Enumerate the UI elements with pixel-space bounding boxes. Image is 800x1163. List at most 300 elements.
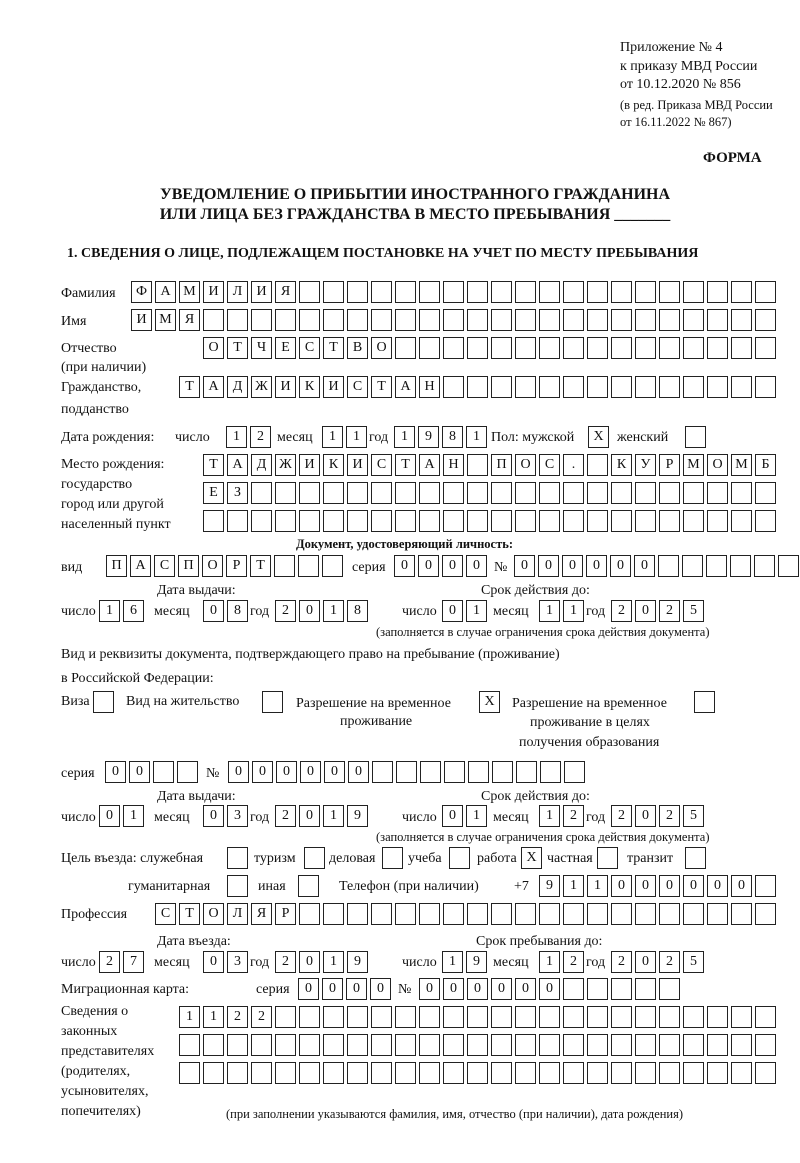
char-cell[interactable] [778, 555, 799, 577]
stay-issue-year-field[interactable] [275, 805, 371, 827]
char-cell[interactable] [491, 376, 512, 398]
char-cell[interactable] [587, 903, 608, 925]
char-cell[interactable]: 1 [323, 951, 344, 973]
char-cell[interactable] [443, 1034, 464, 1056]
char-cell[interactable] [515, 1034, 536, 1056]
char-cell[interactable]: 2 [99, 951, 120, 973]
char-cell[interactable]: 0 [203, 805, 224, 827]
char-cell[interactable] [262, 691, 283, 713]
char-cell[interactable] [515, 376, 536, 398]
char-cell[interactable]: И [131, 309, 152, 331]
char-cell[interactable] [491, 337, 512, 359]
char-cell[interactable]: 0 [348, 761, 369, 783]
char-cell[interactable]: 1 [466, 805, 487, 827]
char-cell[interactable]: 6 [123, 600, 144, 622]
purpose-work-checkbox[interactable] [521, 847, 545, 869]
char-cell[interactable]: 0 [610, 555, 631, 577]
char-cell[interactable] [683, 309, 704, 331]
char-cell[interactable]: Д [251, 454, 272, 476]
char-cell[interactable] [659, 281, 680, 303]
char-cell[interactable] [395, 1034, 416, 1056]
char-cell[interactable]: 0 [324, 761, 345, 783]
char-cell[interactable]: О [371, 337, 392, 359]
char-cell[interactable]: О [203, 337, 224, 359]
char-cell[interactable]: С [154, 555, 175, 577]
char-cell[interactable]: М [683, 454, 704, 476]
char-cell[interactable] [251, 482, 272, 504]
char-cell[interactable] [491, 482, 512, 504]
char-cell[interactable] [251, 1034, 272, 1056]
sex-female-checkbox[interactable] [685, 426, 709, 448]
char-cell[interactable] [587, 454, 608, 476]
char-cell[interactable] [467, 454, 488, 476]
visa-checkbox[interactable] [93, 691, 117, 713]
char-cell[interactable]: И [203, 281, 224, 303]
char-cell[interactable]: 3 [227, 805, 248, 827]
char-cell[interactable] [420, 761, 441, 783]
char-cell[interactable]: 0 [252, 761, 273, 783]
char-cell[interactable]: К [611, 454, 632, 476]
char-cell[interactable] [395, 1006, 416, 1028]
char-cell[interactable] [707, 337, 728, 359]
birthplace-field[interactable] [203, 454, 779, 476]
char-cell[interactable]: С [155, 903, 176, 925]
char-cell[interactable]: И [347, 454, 368, 476]
char-cell[interactable]: 1 [322, 426, 343, 448]
char-cell[interactable]: 0 [129, 761, 150, 783]
char-cell[interactable] [635, 1006, 656, 1028]
char-cell[interactable] [467, 482, 488, 504]
dob-month-field[interactable] [322, 426, 370, 448]
char-cell[interactable] [491, 1006, 512, 1028]
char-cell[interactable] [694, 691, 715, 713]
char-cell[interactable] [587, 510, 608, 532]
char-cell[interactable] [467, 1062, 488, 1084]
char-cell[interactable]: 2 [227, 1006, 248, 1028]
char-cell[interactable]: О [707, 454, 728, 476]
char-cell[interactable] [755, 281, 776, 303]
char-cell[interactable] [658, 555, 679, 577]
char-cell[interactable] [659, 1034, 680, 1056]
char-cell[interactable] [395, 1062, 416, 1084]
char-cell[interactable] [323, 1006, 344, 1028]
char-cell[interactable]: . [563, 454, 584, 476]
char-cell[interactable] [635, 1062, 656, 1084]
char-cell[interactable] [731, 337, 752, 359]
char-cell[interactable]: И [251, 281, 272, 303]
stay-issue-month-field[interactable] [203, 805, 251, 827]
char-cell[interactable] [491, 309, 512, 331]
char-cell[interactable]: 0 [298, 978, 319, 1000]
char-cell[interactable]: Т [250, 555, 271, 577]
char-cell[interactable]: О [202, 555, 223, 577]
char-cell[interactable]: 1 [563, 600, 584, 622]
char-cell[interactable]: 2 [611, 951, 632, 973]
char-cell[interactable] [659, 482, 680, 504]
char-cell[interactable]: 1 [442, 951, 463, 973]
char-cell[interactable]: 5 [683, 600, 704, 622]
id-valid-year-field[interactable] [611, 600, 707, 622]
char-cell[interactable] [731, 482, 752, 504]
char-cell[interactable] [731, 309, 752, 331]
char-cell[interactable]: 1 [539, 951, 560, 973]
char-cell[interactable] [419, 1034, 440, 1056]
id-valid-month-field[interactable] [539, 600, 587, 622]
char-cell[interactable] [371, 1062, 392, 1084]
char-cell[interactable] [539, 903, 560, 925]
char-cell[interactable]: Т [179, 376, 200, 398]
name-field[interactable] [131, 309, 779, 331]
char-cell[interactable]: 0 [611, 875, 632, 897]
char-cell[interactable] [731, 1062, 752, 1084]
char-cell[interactable] [611, 482, 632, 504]
char-cell[interactable] [443, 376, 464, 398]
char-cell[interactable]: С [371, 454, 392, 476]
char-cell[interactable] [275, 510, 296, 532]
char-cell[interactable] [731, 1034, 752, 1056]
temporary-residence-education-checkbox[interactable] [694, 691, 718, 713]
id-series-field[interactable] [394, 555, 490, 577]
char-cell[interactable]: Ч [251, 337, 272, 359]
char-cell[interactable]: К [323, 454, 344, 476]
char-cell[interactable] [227, 847, 248, 869]
char-cell[interactable] [275, 1006, 296, 1028]
char-cell[interactable]: 1 [539, 805, 560, 827]
char-cell[interactable] [683, 337, 704, 359]
char-cell[interactable] [443, 309, 464, 331]
stay-valid-year-field[interactable] [611, 805, 707, 827]
surname-field[interactable] [131, 281, 779, 303]
char-cell[interactable]: Т [395, 454, 416, 476]
char-cell[interactable] [467, 903, 488, 925]
char-cell[interactable] [755, 875, 776, 897]
char-cell[interactable] [563, 1006, 584, 1028]
char-cell[interactable] [444, 761, 465, 783]
char-cell[interactable] [731, 281, 752, 303]
char-cell[interactable]: К [299, 376, 320, 398]
char-cell[interactable]: 0 [442, 805, 463, 827]
char-cell[interactable]: 2 [659, 805, 680, 827]
char-cell[interactable] [347, 510, 368, 532]
char-cell[interactable] [395, 903, 416, 925]
char-cell[interactable] [449, 847, 470, 869]
char-cell[interactable] [755, 337, 776, 359]
char-cell[interactable] [304, 847, 325, 869]
char-cell[interactable] [299, 309, 320, 331]
residence-permit-checkbox[interactable] [262, 691, 286, 713]
char-cell[interactable]: П [178, 555, 199, 577]
char-cell[interactable] [659, 1006, 680, 1028]
char-cell[interactable] [347, 309, 368, 331]
char-cell[interactable] [731, 1006, 752, 1028]
char-cell[interactable] [635, 309, 656, 331]
char-cell[interactable] [755, 510, 776, 532]
char-cell[interactable] [299, 510, 320, 532]
char-cell[interactable] [371, 281, 392, 303]
char-cell[interactable]: 0 [491, 978, 512, 1000]
char-cell[interactable]: И [299, 454, 320, 476]
char-cell[interactable] [153, 761, 174, 783]
char-cell[interactable] [659, 978, 680, 1000]
char-cell[interactable] [563, 510, 584, 532]
char-cell[interactable]: 0 [419, 978, 440, 1000]
char-cell[interactable] [227, 1034, 248, 1056]
char-cell[interactable] [467, 1034, 488, 1056]
char-cell[interactable] [707, 376, 728, 398]
char-cell[interactable] [587, 1034, 608, 1056]
char-cell[interactable]: 8 [347, 600, 368, 622]
char-cell[interactable] [635, 978, 656, 1000]
char-cell[interactable] [491, 1062, 512, 1084]
char-cell[interactable]: 0 [467, 978, 488, 1000]
char-cell[interactable] [611, 337, 632, 359]
char-cell[interactable]: Л [227, 281, 248, 303]
char-cell[interactable]: 0 [635, 951, 656, 973]
char-cell[interactable]: А [203, 376, 224, 398]
until-year-field[interactable] [611, 951, 707, 973]
char-cell[interactable] [587, 978, 608, 1000]
char-cell[interactable]: 2 [563, 805, 584, 827]
char-cell[interactable] [707, 1006, 728, 1028]
stay-doc-series-field[interactable] [105, 761, 201, 783]
char-cell[interactable] [707, 1034, 728, 1056]
char-cell[interactable]: М [155, 309, 176, 331]
char-cell[interactable] [516, 761, 537, 783]
char-cell[interactable] [275, 1034, 296, 1056]
char-cell[interactable]: 9 [539, 875, 560, 897]
char-cell[interactable] [322, 555, 343, 577]
char-cell[interactable]: 0 [418, 555, 439, 577]
char-cell[interactable] [515, 482, 536, 504]
char-cell[interactable] [203, 1034, 224, 1056]
char-cell[interactable]: 0 [539, 978, 560, 1000]
char-cell[interactable]: Т [203, 454, 224, 476]
char-cell[interactable] [203, 309, 224, 331]
char-cell[interactable] [563, 1062, 584, 1084]
char-cell[interactable] [227, 309, 248, 331]
char-cell[interactable]: 2 [275, 805, 296, 827]
char-cell[interactable]: 2 [611, 600, 632, 622]
char-cell[interactable]: Ж [275, 454, 296, 476]
stay-valid-month-field[interactable] [539, 805, 587, 827]
char-cell[interactable] [299, 1006, 320, 1028]
char-cell[interactable]: 0 [299, 600, 320, 622]
char-cell[interactable]: 1 [179, 1006, 200, 1028]
char-cell[interactable] [395, 281, 416, 303]
char-cell[interactable] [635, 376, 656, 398]
char-cell[interactable]: 7 [123, 951, 144, 973]
char-cell[interactable] [251, 510, 272, 532]
char-cell[interactable]: 9 [418, 426, 439, 448]
char-cell[interactable]: З [227, 482, 248, 504]
char-cell[interactable] [299, 281, 320, 303]
char-cell[interactable]: 8 [442, 426, 463, 448]
stay-doc-number-field[interactable] [228, 761, 588, 783]
char-cell[interactable] [419, 337, 440, 359]
purpose-tourism-checkbox[interactable] [304, 847, 328, 869]
char-cell[interactable] [635, 482, 656, 504]
char-cell[interactable]: Е [203, 482, 224, 504]
purpose-humanitarian-checkbox[interactable] [227, 875, 251, 897]
char-cell[interactable]: О [203, 903, 224, 925]
char-cell[interactable]: А [227, 454, 248, 476]
char-cell[interactable]: Р [275, 903, 296, 925]
char-cell[interactable] [419, 510, 440, 532]
char-cell[interactable] [443, 281, 464, 303]
char-cell[interactable]: 0 [443, 978, 464, 1000]
char-cell[interactable] [227, 510, 248, 532]
char-cell[interactable] [299, 1034, 320, 1056]
char-cell[interactable]: 1 [394, 426, 415, 448]
char-cell[interactable] [492, 761, 513, 783]
char-cell[interactable] [419, 903, 440, 925]
char-cell[interactable]: 0 [442, 555, 463, 577]
char-cell[interactable] [611, 281, 632, 303]
char-cell[interactable] [323, 482, 344, 504]
char-cell[interactable]: 9 [347, 805, 368, 827]
char-cell[interactable] [635, 281, 656, 303]
char-cell[interactable] [443, 903, 464, 925]
char-cell[interactable] [587, 1062, 608, 1084]
char-cell[interactable] [611, 1062, 632, 1084]
char-cell[interactable] [659, 903, 680, 925]
char-cell[interactable]: У [635, 454, 656, 476]
char-cell[interactable]: 0 [228, 761, 249, 783]
char-cell[interactable] [491, 281, 512, 303]
char-cell[interactable]: 1 [226, 426, 247, 448]
char-cell[interactable]: М [731, 454, 752, 476]
char-cell[interactable] [443, 1062, 464, 1084]
id-valid-day-field[interactable] [442, 600, 490, 622]
char-cell[interactable] [251, 309, 272, 331]
char-cell[interactable] [515, 337, 536, 359]
char-cell[interactable]: 0 [586, 555, 607, 577]
stay-valid-day-field[interactable] [442, 805, 490, 827]
char-cell[interactable]: 3 [227, 951, 248, 973]
char-cell[interactable] [467, 376, 488, 398]
char-cell[interactable]: 0 [659, 875, 680, 897]
char-cell[interactable] [371, 1034, 392, 1056]
char-cell[interactable] [251, 1062, 272, 1084]
char-cell[interactable]: М [179, 281, 200, 303]
char-cell[interactable] [635, 510, 656, 532]
char-cell[interactable] [707, 281, 728, 303]
char-cell[interactable] [682, 555, 703, 577]
char-cell[interactable] [467, 337, 488, 359]
char-cell[interactable] [395, 482, 416, 504]
char-cell[interactable]: 9 [466, 951, 487, 973]
char-cell[interactable] [323, 309, 344, 331]
char-cell[interactable] [539, 309, 560, 331]
char-cell[interactable] [323, 281, 344, 303]
char-cell[interactable] [563, 309, 584, 331]
char-cell[interactable]: А [130, 555, 151, 577]
char-cell[interactable] [587, 482, 608, 504]
char-cell[interactable] [707, 903, 728, 925]
char-cell[interactable] [299, 1062, 320, 1084]
char-cell[interactable] [683, 903, 704, 925]
purpose-private-checkbox[interactable] [597, 847, 621, 869]
char-cell[interactable]: 5 [683, 951, 704, 973]
char-cell[interactable] [731, 903, 752, 925]
char-cell[interactable] [611, 376, 632, 398]
char-cell[interactable] [563, 376, 584, 398]
char-cell[interactable] [611, 903, 632, 925]
stay-issue-day-field[interactable] [99, 805, 147, 827]
char-cell[interactable] [299, 903, 320, 925]
char-cell[interactable] [635, 903, 656, 925]
char-cell[interactable]: 1 [123, 805, 144, 827]
char-cell[interactable] [371, 510, 392, 532]
char-cell[interactable] [419, 1006, 440, 1028]
char-cell[interactable] [347, 482, 368, 504]
char-cell[interactable] [539, 1034, 560, 1056]
char-cell[interactable] [683, 281, 704, 303]
char-cell[interactable]: С [347, 376, 368, 398]
char-cell[interactable]: И [275, 376, 296, 398]
char-cell[interactable] [539, 1062, 560, 1084]
char-cell[interactable] [539, 337, 560, 359]
char-cell[interactable]: 5 [683, 805, 704, 827]
char-cell[interactable] [227, 875, 248, 897]
char-cell[interactable] [683, 1006, 704, 1028]
char-cell[interactable]: 2 [250, 426, 271, 448]
char-cell[interactable]: Д [227, 376, 248, 398]
char-cell[interactable] [611, 1006, 632, 1028]
char-cell[interactable] [611, 309, 632, 331]
until-day-field[interactable] [442, 951, 490, 973]
char-cell[interactable]: 9 [347, 951, 368, 973]
migration-card-series-field[interactable] [298, 978, 394, 1000]
char-cell[interactable] [597, 847, 618, 869]
birthplace-field[interactable] [203, 510, 779, 532]
char-cell[interactable]: Я [251, 903, 272, 925]
char-cell[interactable] [539, 510, 560, 532]
char-cell[interactable] [515, 1062, 536, 1084]
char-cell[interactable] [683, 1034, 704, 1056]
char-cell[interactable]: 0 [370, 978, 391, 1000]
char-cell[interactable]: 0 [299, 805, 320, 827]
char-cell[interactable] [275, 482, 296, 504]
char-cell[interactable]: И [323, 376, 344, 398]
char-cell[interactable]: 0 [276, 761, 297, 783]
char-cell[interactable]: 0 [635, 875, 656, 897]
char-cell[interactable] [468, 761, 489, 783]
char-cell[interactable] [587, 1006, 608, 1028]
char-cell[interactable]: 0 [515, 978, 536, 1000]
id-number-field[interactable] [514, 555, 800, 577]
id-issue-day-field[interactable] [99, 600, 147, 622]
char-cell[interactable]: Я [275, 281, 296, 303]
legal-representatives-field[interactable] [179, 1034, 779, 1056]
char-cell[interactable]: 2 [611, 805, 632, 827]
char-cell[interactable] [685, 426, 706, 448]
char-cell[interactable]: 0 [562, 555, 583, 577]
char-cell[interactable] [347, 1062, 368, 1084]
char-cell[interactable] [683, 376, 704, 398]
char-cell[interactable]: Б [755, 454, 776, 476]
char-cell[interactable] [659, 510, 680, 532]
char-cell[interactable]: 2 [251, 1006, 272, 1028]
char-cell[interactable]: 0 [634, 555, 655, 577]
char-cell[interactable] [563, 281, 584, 303]
char-cell[interactable] [611, 510, 632, 532]
char-cell[interactable]: 1 [563, 875, 584, 897]
char-cell[interactable] [396, 761, 417, 783]
char-cell[interactable] [683, 510, 704, 532]
char-cell[interactable] [707, 482, 728, 504]
char-cell[interactable] [467, 309, 488, 331]
